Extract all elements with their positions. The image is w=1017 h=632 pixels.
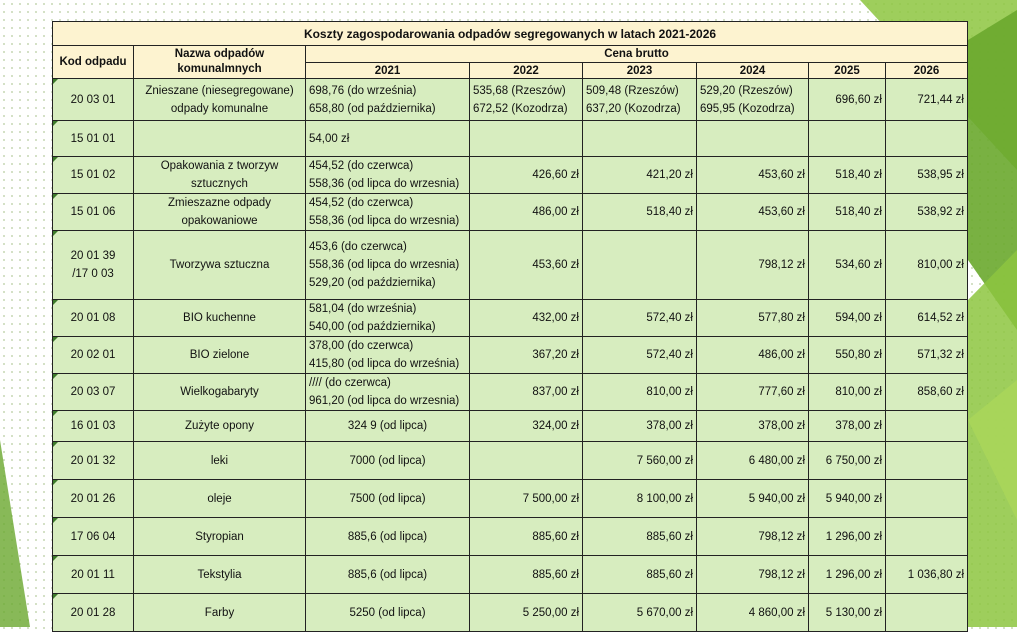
- cell-2022: [470, 411, 583, 442]
- cell-2026: [886, 121, 968, 157]
- cell-2022-line: 324,00 zł: [532, 420, 579, 432]
- cell-2021: [306, 157, 470, 194]
- table-row: [53, 231, 968, 300]
- cell-2026: 858,60 zł: [886, 374, 968, 411]
- cell-code-line: 17 06 04: [70, 530, 116, 543]
- cell-2021-line: 558,36 (od lipca do wrzesnia): [309, 215, 460, 227]
- cell-2022-line: 426,60 zł: [532, 169, 579, 181]
- cell-2023-line: 421,20 zł: [646, 169, 693, 181]
- cell-2024-line: 577,80 zł: [758, 312, 805, 324]
- cell-2022: [470, 518, 583, 556]
- table-row: [53, 337, 968, 374]
- cell-2022: [470, 594, 583, 632]
- waste-costs-table: [52, 21, 968, 632]
- header-year-2023: 2023: [583, 63, 697, 79]
- cell-2021: [306, 518, 470, 556]
- cell-2024: [697, 480, 809, 518]
- cell-2024: [697, 194, 809, 231]
- cell-code-line: 20 01 11: [71, 568, 115, 581]
- cell-2026: 614,52 zł: [886, 300, 968, 337]
- table-row: [53, 518, 968, 556]
- cell-name: [134, 480, 306, 518]
- table-title: Koszty zagospodarowania odpadów segregowanych w latach 2021-2026: [53, 22, 968, 46]
- cell-2022-line: 5 250,00 zł: [522, 606, 579, 619]
- cell-2021-line: 529,20 (od października): [309, 277, 436, 289]
- cell-code-line: 20 03 07: [70, 386, 116, 398]
- cell-name-line: leki: [210, 454, 229, 467]
- cell-2021-line: 558,36 (od lipca do wrzesnia): [309, 178, 460, 190]
- cell-2021: [306, 480, 470, 518]
- cell-2021: [306, 300, 470, 337]
- cell-2021-line: 454,52 (do czerwca): [309, 197, 414, 209]
- cell-2022-line: 672,52 (Kozodrza): [473, 102, 568, 115]
- cell-code: [53, 480, 134, 518]
- cell-2022: [470, 480, 583, 518]
- cell-code-line: 20 01 39: [70, 250, 116, 262]
- cell-2021: [306, 374, 470, 411]
- cell-code-line: 20 01 08: [70, 312, 116, 324]
- cell-2022: [470, 556, 583, 594]
- cell-2021-line: //// (do czerwca): [309, 377, 391, 389]
- cell-2026: [886, 442, 968, 480]
- cell-2023-line: 572,40 zł: [646, 349, 693, 361]
- cell-2025: 810,00 zł: [809, 374, 886, 411]
- cell-code-line: 20 01 26: [70, 492, 116, 505]
- cell-2024: [697, 231, 809, 300]
- cell-name: [134, 79, 306, 121]
- cell-code: [53, 442, 134, 480]
- cell-name: [134, 442, 306, 480]
- cell-code-line: 15 01 06: [70, 206, 116, 218]
- cell-2025: 6 750,00 zł: [809, 442, 886, 480]
- cell-2023-line: 8 100,00 zł: [636, 492, 693, 505]
- cell-2022: [470, 300, 583, 337]
- cell-2025: 5 130,00 zł: [809, 594, 886, 632]
- cell-2023: [583, 518, 697, 556]
- cell-2021-line: 415,80 (od lipca do września): [309, 358, 460, 370]
- cell-2021: [306, 337, 470, 374]
- header-code: Kod odpadu: [53, 46, 134, 79]
- cell-2024: [697, 594, 809, 632]
- cell-2024-line: 798,12 zł: [758, 530, 805, 543]
- cell-name-line: Tworzywa sztuczna: [169, 259, 270, 271]
- cell-code: [53, 374, 134, 411]
- cell-name-line: Znieszane (niesegregowane): [145, 84, 294, 97]
- cell-2023-line: 810,00 zł: [646, 386, 693, 398]
- cell-2022-line: 453,60 zł: [532, 259, 579, 271]
- cell-2023-line: 518,40 zł: [646, 206, 693, 218]
- cell-2023-line: 572,40 zł: [646, 312, 693, 324]
- cell-2023: [583, 194, 697, 231]
- cell-name: [134, 157, 306, 194]
- cell-2023-line: 637,20 (Kozodrza): [586, 102, 681, 115]
- cell-code: [53, 157, 134, 194]
- cell-2024-line: 695,95 (Kozodrza): [700, 102, 795, 115]
- cell-2023: [583, 300, 697, 337]
- cell-2024: [697, 411, 809, 442]
- cell-2021-line: 324 9 (od lipca): [347, 420, 428, 432]
- cell-2024: [697, 157, 809, 194]
- cell-2022: [470, 442, 583, 480]
- cell-name: [134, 518, 306, 556]
- cell-2024: [697, 374, 809, 411]
- header-year-2021: 2021: [306, 63, 470, 79]
- cell-2026: 571,32 zł: [886, 337, 968, 374]
- cell-2021: [306, 594, 470, 632]
- cell-name: [134, 556, 306, 594]
- cell-2023: [583, 157, 697, 194]
- cell-name-line: Opakowania z tworzyw: [160, 160, 279, 172]
- cell-2024-line: 798,12 zł: [758, 259, 805, 271]
- cell-name: [134, 337, 306, 374]
- cell-2026: [886, 518, 968, 556]
- cell-code: [53, 411, 134, 442]
- cell-2021-line: 961,20 (od lipca do wrzesnia): [309, 395, 460, 407]
- cell-2022-line: 486,00 zł: [532, 206, 579, 218]
- cell-2023: [583, 594, 697, 632]
- cell-2021: [306, 231, 470, 300]
- cell-name-line: odpady komunalne: [170, 102, 269, 115]
- table-row: [53, 374, 968, 411]
- cell-code: [53, 231, 134, 300]
- cell-code-line: 20 03 01: [70, 93, 116, 106]
- cell-2022-line: 432,00 zł: [532, 312, 579, 324]
- cell-code-line: /17 0 03: [72, 268, 114, 280]
- cell-name-line: BIO zielone: [189, 349, 250, 361]
- cell-2022: [470, 157, 583, 194]
- cell-name: [134, 374, 306, 411]
- cell-2023: [583, 374, 697, 411]
- header-price: Cena brutto: [306, 46, 968, 63]
- cell-2024-line: 777,60 zł: [758, 386, 805, 398]
- cell-2024: [697, 442, 809, 480]
- cell-2021: [306, 442, 470, 480]
- cell-2024: [697, 300, 809, 337]
- table-row: [53, 300, 968, 337]
- cell-code: [53, 194, 134, 231]
- cell-2025: 1 296,00 zł: [809, 518, 886, 556]
- cell-code: [53, 556, 134, 594]
- cell-code: [53, 337, 134, 374]
- cell-2022-line: 885,60 zł: [532, 530, 579, 543]
- cell-2021: [306, 194, 470, 231]
- header-name: [134, 46, 306, 79]
- cell-2022-line: 7 500,00 zł: [522, 492, 579, 505]
- cell-name-line: Zmieszazne odpady: [168, 197, 271, 209]
- table-row: [53, 411, 968, 442]
- cell-2023-line: 378,00 zł: [646, 420, 693, 432]
- cell-name-line: Tekstylia: [197, 568, 242, 581]
- cell-2024-line: 486,00 zł: [758, 349, 805, 361]
- cell-code: [53, 518, 134, 556]
- cell-2024-line: 453,60 zł: [758, 169, 805, 181]
- cell-name-line: opakowaniowe: [181, 215, 258, 227]
- cell-2025: 5 940,00 zł: [809, 480, 886, 518]
- cell-2025: 534,60 zł: [809, 231, 886, 300]
- cell-2023-line: 7 560,00 zł: [636, 454, 693, 467]
- cell-2022-line: 885,60 zł: [532, 568, 579, 581]
- cell-2022: [470, 79, 583, 121]
- header-year-2025: 2025: [809, 63, 886, 79]
- cell-2023: [583, 337, 697, 374]
- cell-2021-line: 698,76 (do września): [309, 84, 417, 97]
- cell-2021-line: 540,00 (od października): [309, 321, 436, 333]
- cell-code: [53, 79, 134, 121]
- cell-2023-line: 885,60 zł: [646, 568, 693, 581]
- cell-name-line: sztucznych: [191, 178, 248, 190]
- cell-2025: 518,40 zł: [809, 194, 886, 231]
- table-row: [53, 594, 968, 632]
- table-row: [53, 480, 968, 518]
- cell-2022-line: 367,20 zł: [532, 349, 579, 361]
- cell-code-line: 20 01 28: [70, 606, 116, 619]
- cell-2022: [470, 231, 583, 300]
- cell-code-line: 16 01 03: [70, 420, 116, 432]
- cell-2021: [306, 79, 470, 121]
- cell-2023: [583, 79, 697, 121]
- table-row: [53, 556, 968, 594]
- cell-2021-line: 454,52 (do czerwca): [309, 160, 414, 172]
- cell-name-line: Zużyte opony: [184, 420, 255, 432]
- header-year-2024: 2024: [697, 63, 809, 79]
- cell-2024-line: 453,60 zł: [758, 206, 805, 218]
- cell-2022-line: 535,68 (Rzeszów): [473, 84, 566, 97]
- cell-2021: [306, 121, 470, 157]
- cell-2023-line: 885,60 zł: [646, 530, 693, 543]
- cell-name: [134, 594, 306, 632]
- cell-name-line: BIO kuchenne: [183, 312, 256, 324]
- table-row: [53, 442, 968, 480]
- cell-2021-line: 378,00 (do czerwca): [309, 340, 414, 352]
- cell-2025: [809, 121, 886, 157]
- cell-2026: 721,44 zł: [886, 79, 968, 121]
- cell-2024-line: 798,12 zł: [758, 568, 805, 581]
- cell-name: [134, 194, 306, 231]
- cell-2023: [583, 556, 697, 594]
- cell-2025: 550,80 zł: [809, 337, 886, 374]
- cell-name: [134, 121, 306, 157]
- cell-2025: 518,40 zł: [809, 157, 886, 194]
- cell-2021-line: 7500 (od lipca): [349, 492, 426, 505]
- cell-2021-line: 558,36 (od lipca do wrzesnia): [309, 259, 460, 271]
- cell-2022: [470, 194, 583, 231]
- cell-code-line: 15 01 01: [70, 132, 116, 145]
- cell-2021-line: 581,04 (do września): [309, 303, 417, 315]
- cell-2022-line: 837,00 zł: [532, 386, 579, 398]
- cell-name-line: Wielkogabaryty: [180, 386, 259, 398]
- cell-2021-line: 7000 (od lipca): [349, 454, 426, 467]
- deco-green-shape-left: [0, 440, 30, 627]
- cell-2021-line: 5250 (od lipca): [349, 606, 426, 619]
- cell-2026: 538,95 zł: [886, 157, 968, 194]
- header-name-line1: Nazwa odpadów: [174, 48, 265, 60]
- cell-2026: [886, 594, 968, 632]
- cell-2021-line: 54,00 zł: [309, 132, 350, 145]
- cell-code-line: 20 02 01: [70, 349, 116, 361]
- cell-2024: [697, 518, 809, 556]
- cell-2024: [697, 121, 809, 157]
- cell-name: [134, 300, 306, 337]
- cell-2021-line: 885,6 (od lipca): [347, 530, 428, 543]
- cell-2023: [583, 231, 697, 300]
- cell-2021: [306, 556, 470, 594]
- cell-name-line: Farby: [204, 606, 235, 619]
- cell-name: [134, 411, 306, 442]
- cell-2023: [583, 411, 697, 442]
- table-row: [53, 79, 968, 121]
- cell-2025: 594,00 zł: [809, 300, 886, 337]
- cell-2021-line: 658,80 (od października): [309, 102, 436, 115]
- cell-code: [53, 300, 134, 337]
- cell-code-line: 20 01 32: [70, 454, 116, 467]
- header-year-2026: 2026: [886, 63, 968, 79]
- cell-2025: 378,00 zł: [809, 411, 886, 442]
- cell-2023: [583, 480, 697, 518]
- cell-2026: 810,00 zł: [886, 231, 968, 300]
- cell-2024-line: 5 940,00 zł: [748, 492, 805, 505]
- table-row: [53, 194, 968, 231]
- cell-code-line: 15 01 02: [70, 169, 116, 181]
- cell-2024-line: 529,20 (Rzeszów): [700, 84, 793, 97]
- cell-2024: [697, 79, 809, 121]
- cell-2022: [470, 121, 583, 157]
- cell-2026: 538,92 zł: [886, 194, 968, 231]
- cell-2023: [583, 442, 697, 480]
- cell-2021: [306, 411, 470, 442]
- header-year-2022: 2022: [470, 63, 583, 79]
- cell-2024: [697, 337, 809, 374]
- cell-name-line: oleje: [207, 492, 232, 505]
- cell-2022: [470, 374, 583, 411]
- cell-name-line: Styropian: [195, 530, 244, 543]
- cell-2024: [697, 556, 809, 594]
- cell-2024-line: 6 480,00 zł: [748, 454, 805, 467]
- cell-2022: [470, 337, 583, 374]
- cell-2023-line: 5 670,00 zł: [636, 606, 693, 619]
- cell-2023-line: 509,48 (Rzeszów): [586, 84, 679, 97]
- cell-2024-line: 4 860,00 zł: [748, 606, 805, 619]
- cell-code: [53, 594, 134, 632]
- cell-2026: [886, 480, 968, 518]
- cell-2021-line: 885,6 (od lipca): [347, 568, 428, 581]
- cell-2021-line: 453,6 (do czerwca): [309, 241, 407, 253]
- cell-2025: 696,60 zł: [809, 79, 886, 121]
- cell-2025: 1 296,00 zł: [809, 556, 886, 594]
- cell-name: [134, 231, 306, 300]
- cell-2023: [583, 121, 697, 157]
- header-name-line2: komunalmnych: [177, 63, 262, 75]
- cell-2026: 1 036,80 zł: [886, 556, 968, 594]
- cell-code: [53, 121, 134, 157]
- cell-2026: [886, 411, 968, 442]
- cell-2024-line: 378,00 zł: [758, 420, 805, 432]
- table-row: [53, 121, 968, 157]
- table-row: [53, 157, 968, 194]
